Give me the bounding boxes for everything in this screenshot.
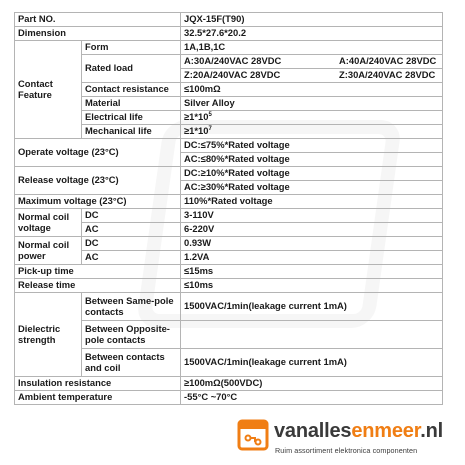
row-coil-power-dc xyxy=(15,237,443,251)
row-insulation-resistance xyxy=(15,377,443,391)
label-part-no: Part NO. xyxy=(15,13,181,27)
value-release-voltage-ac: AC:≥30%*Rated voltage xyxy=(181,181,443,195)
value-contact-resistance: ≤100mΩ xyxy=(181,83,443,97)
row-max-voltage xyxy=(15,195,443,209)
row-form xyxy=(15,41,443,55)
mechanical-life-base: ≥1*10 xyxy=(184,125,209,137)
mechanical-life-exponent: 7 xyxy=(208,126,212,133)
value-electrical-life xyxy=(181,111,443,125)
value-max-voltage: 110%*Rated voltage xyxy=(181,195,443,209)
label-coil-voltage-dc: DC xyxy=(82,209,181,223)
value-coil-voltage-ac: 6-220V xyxy=(181,223,443,237)
label-release-time: Release time xyxy=(15,279,181,293)
label-material: Material xyxy=(82,97,181,111)
label-ambient-temperature: Ambient temperature xyxy=(15,391,181,405)
rated-load-b: A:40A/240VAC 28VDC xyxy=(339,55,437,67)
value-material: Silver Alloy xyxy=(181,97,443,111)
label-insulation-resistance: Insulation resistance xyxy=(15,377,181,391)
label-opposite-pole: Between Opposite-pole contacts xyxy=(82,321,181,349)
label-contact-feature: Contact Feature xyxy=(15,41,82,139)
value-dimension: 32.5*27.6*20.2 xyxy=(181,27,443,41)
row-dielectric-same-pole xyxy=(15,293,443,321)
label-operate-voltage: Operate voltage (23°C) xyxy=(15,139,181,167)
value-release-time: ≤10ms xyxy=(181,279,443,293)
row-pickup-time xyxy=(15,265,443,279)
value-release-voltage-dc: DC:≥10%*Rated voltage xyxy=(181,167,443,181)
circuit-box-icon xyxy=(236,418,270,452)
value-mechanical-life xyxy=(181,125,443,139)
value-rated-load-2 xyxy=(181,69,443,83)
rated-load-a: A:30A/240VAC 28VDC xyxy=(184,55,282,67)
brand-name: vanallesenmeer.nl xyxy=(274,420,443,442)
value-operate-voltage-ac: AC:≤80%*Rated voltage xyxy=(181,153,443,167)
value-insulation-resistance: ≥100mΩ(500VDC) xyxy=(181,377,443,391)
value-ambient-temperature: -55°C ~70°C xyxy=(181,391,443,405)
label-coil-voltage-ac: AC xyxy=(82,223,181,237)
label-dimension: Dimension xyxy=(15,27,181,41)
label-electrical-life: Electrical life xyxy=(82,111,181,125)
electrical-life-exponent: 5 xyxy=(208,112,212,119)
row-ambient-temperature xyxy=(15,391,443,405)
value-coil-power-dc: 0.93W xyxy=(181,237,443,251)
row-release-time xyxy=(15,279,443,293)
value-coil-voltage-dc: 3-110V xyxy=(181,209,443,223)
rated-load-c: Z:20A/240VAC 28VDC xyxy=(184,69,281,81)
value-part-no: JQX-15F(T90) xyxy=(181,13,443,27)
row-coil-voltage-dc xyxy=(15,209,443,223)
label-mechanical-life: Mechanical life xyxy=(82,125,181,139)
rated-load-d: Z:30A/240VAC 28VDC xyxy=(339,69,436,81)
label-max-voltage: Maximum voltage (23°C) xyxy=(15,195,181,209)
label-coil-power-dc: DC xyxy=(82,237,181,251)
row-dimension xyxy=(15,27,443,41)
label-contacts-coil: Between contacts and coil xyxy=(82,349,181,377)
row-operate-voltage-dc xyxy=(15,139,443,153)
brand-logo[interactable] xyxy=(236,418,465,465)
label-coil-power-ac: AC xyxy=(82,251,181,265)
label-pickup-time: Pick-up time xyxy=(15,265,181,279)
label-normal-coil-voltage: Normal coil voltage xyxy=(15,209,82,237)
label-same-pole: Between Same-pole contacts xyxy=(82,293,181,321)
value-contacts-coil: 1500VAC/1min(leakage current 1mA) xyxy=(181,349,443,377)
value-coil-power-ac: 1.2VA xyxy=(181,251,443,265)
label-form: Form xyxy=(82,41,181,55)
specification-table xyxy=(14,12,443,405)
value-opposite-pole xyxy=(181,321,443,349)
label-normal-coil-power: Normal coil power xyxy=(15,237,82,265)
value-rated-load-1 xyxy=(181,55,443,69)
value-pickup-time: ≤15ms xyxy=(181,265,443,279)
electrical-life-base: ≥1*10 xyxy=(184,111,209,123)
value-operate-voltage-dc: DC:≤75%*Rated voltage xyxy=(181,139,443,153)
brand-tagline: Ruim assortiment elektronica componenten xyxy=(275,446,418,455)
label-rated-load: Rated load xyxy=(82,55,181,83)
value-same-pole: 1500VAC/1min(leakage current 1mA) xyxy=(181,293,443,321)
label-release-voltage: Release voltage (23°C) xyxy=(15,167,181,195)
row-part-no xyxy=(15,13,443,27)
row-release-voltage-dc xyxy=(15,167,443,181)
label-contact-resistance: Contact resistance xyxy=(82,83,181,97)
value-form: 1A,1B,1C xyxy=(181,41,443,55)
label-dielectric-strength: Dielectric strength xyxy=(15,293,82,377)
